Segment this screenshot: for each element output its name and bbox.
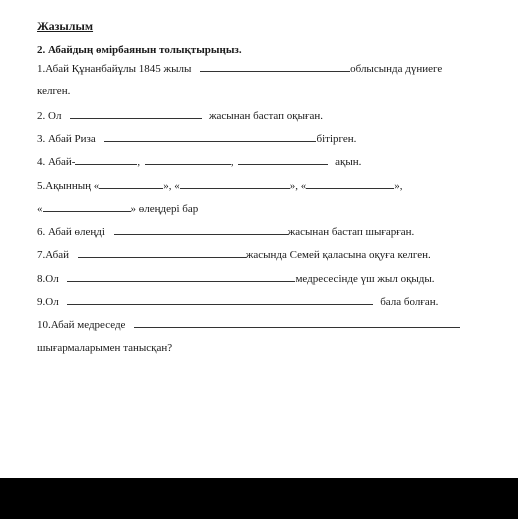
question-4-sep-1: , (137, 156, 141, 168)
question-1-cont: келген. (37, 85, 71, 97)
answer-blank-9[interactable] (67, 294, 373, 305)
question-4 (37, 154, 361, 169)
question-5-sep-1: », « (163, 180, 180, 192)
worksheet-heading: Жазылым (37, 19, 94, 33)
answer-blank-3[interactable] (104, 131, 316, 142)
question-6-text-b: жасынан бастап шығарған. (287, 226, 415, 238)
question-3 (37, 131, 356, 146)
answer-blank-1[interactable] (200, 61, 350, 72)
question-1-text-b: облысында дүниеге (350, 63, 443, 75)
question-5-open-2: « (37, 203, 43, 215)
question-9 (37, 294, 438, 309)
question-5 (37, 178, 402, 193)
answer-blank-4b[interactable] (145, 154, 231, 165)
question-7-text-a: 7.Абай (37, 249, 70, 261)
question-2 (37, 108, 323, 123)
question-5-text-a: 5.Ақынның « (37, 180, 100, 192)
task-title: 2. Абайдың өмірбаянын толықтырыңыз. (37, 44, 242, 56)
answer-blank-5a[interactable] (99, 178, 163, 189)
question-5-sep-2: », « (289, 180, 307, 192)
question-4-sep-2: , (230, 156, 234, 168)
question-5-end-1: », (394, 180, 403, 192)
answer-blank-8[interactable] (67, 271, 295, 282)
question-1 (37, 61, 442, 76)
question-9-text-b: бала болған. (380, 296, 439, 308)
question-8-text-a: 8.Ол (37, 273, 59, 285)
answer-blank-6[interactable] (114, 224, 288, 235)
answer-blank-5b[interactable] (180, 178, 290, 189)
question-4-text-b: ақын. (335, 156, 362, 168)
answer-blank-4a[interactable] (75, 154, 137, 165)
question-1-text-a: 1.Абай Құнанбайұлы 1845 жылы (37, 63, 192, 75)
question-7-text-b: жасында Семей қаласына оқуға келген. (245, 249, 431, 261)
question-5-text-b: » өлеңдері бар (130, 203, 199, 215)
question-6 (37, 224, 414, 239)
answer-blank-7[interactable] (78, 247, 246, 258)
answer-blank-5c[interactable] (306, 178, 394, 189)
question-4-text-a: 4. Абай- (37, 156, 76, 168)
question-8 (37, 271, 435, 286)
answer-blank-4c[interactable] (238, 154, 328, 165)
question-8-text-b: медресесінде үш жыл оқыды. (295, 273, 435, 285)
answer-blank-5d[interactable] (43, 201, 131, 212)
question-7 (37, 247, 431, 262)
question-10-text-a: 10.Абай медреседе (37, 319, 126, 331)
question-6-text-a: 6. Абай өлеңді (37, 226, 105, 238)
question-10-cont: шығармаларымен танысқан? (37, 342, 173, 354)
question-3-text-b: бітірген. (316, 133, 357, 145)
bottom-black-bar (0, 478, 518, 519)
question-2-text-a: 2. Ол (37, 110, 62, 122)
question-3-text-a: 3. Абай Риза (37, 133, 96, 145)
answer-blank-2[interactable] (70, 108, 202, 119)
question-9-text-a: 9.Ол (37, 296, 59, 308)
question-5-cont (37, 201, 198, 216)
question-2-text-b: жасынан бастап оқыған. (208, 110, 324, 122)
question-10 (37, 317, 460, 332)
answer-blank-10[interactable] (134, 317, 460, 328)
